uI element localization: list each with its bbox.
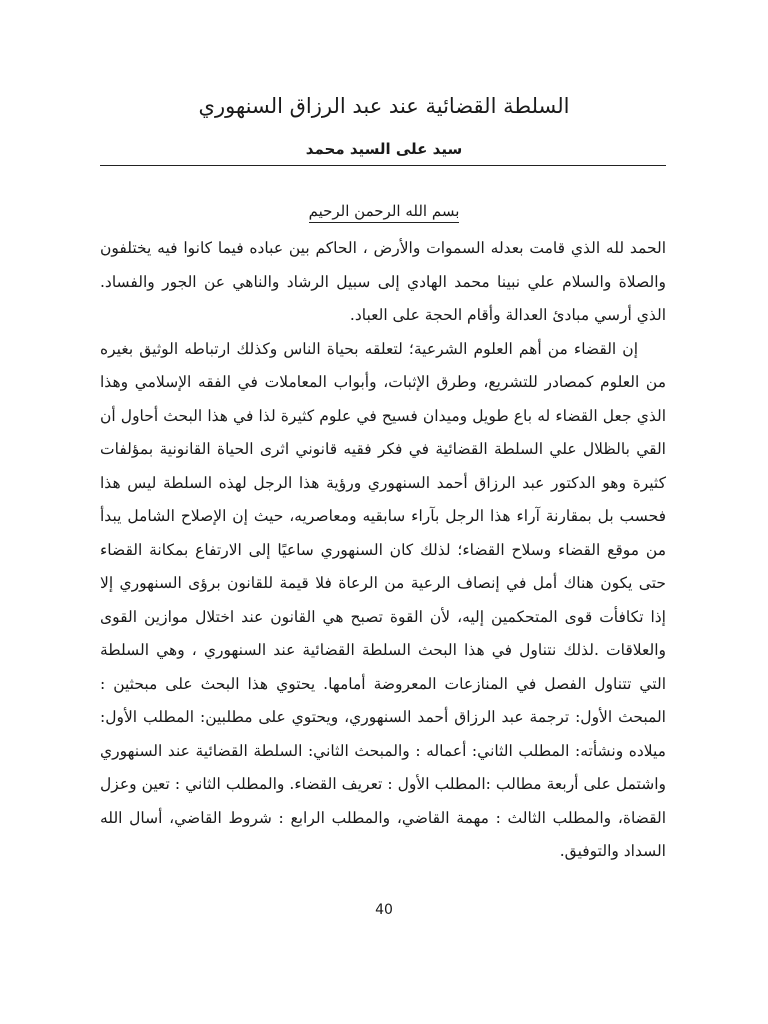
paragraph-intro: الحمد لله الذي قامت بعدله السموات والأرض ، الحاكم بين عباده فيما كانوا فيه يختلفون والصلاة والسلام علي نبينا محمد الهادي إلى سبيل الرشاد والناهي عن الجور والفساد. الذي أرسي مبادئ العدالة وأقام الحجة على العباد. xyxy=(100,239,666,324)
page-number: 40 xyxy=(375,902,393,918)
basmala-heading xyxy=(100,202,668,220)
author-name: سيد على السيد محمد xyxy=(305,140,463,158)
paragraph-main: إن القضاء من أهم العلوم الشرعية؛ لتعلقه بحياة الناس وكذلك ارتباطه الوثيق بغيره من العلوم كمصادر للتشريع، وطرق الإثبات، وأبواب المعاملات في الفقه الإسلامي وهذا الذي جعل القضاء له باع طويل وميدان فسيح في علوم كثيرة لذا في هذا البحث أحاول أن القي بالظلال علي السلطة القضائية في فكر فقيه قانوني اثرى الحياة القانونية بمؤلفات كثيرة وهو الدكتور عبد الرزاق أحمد السنهوري ورؤية هذا الرجل لهذه السلطة ليس هذا فحسب بل بمقارنة آراء هذا الرجل بآراء سابقيه ومعاصريه، حيث إن الإصلاح الشامل يبدأ من موقع القضاء وسلاح القضاء؛ لذلك كان السنهوري ساعيًا إلى الارتفاع بمكانة القضاء حتى يكون هناك أمل في إنصاف الرعية من الرعاة فلا قيمة للقانون برؤى السنهوري إلا إذا تكافأت قوى المتحكمين إليه، لأن القوة تصبح هي القانون عند اختلال موازين القوى والعلاقات .لذلك نتناول في هذا البحث السلطة القضائية عند السنهوري ، وهي السلطة التي تتناول الفصل في المنازعات المعروضة أمامها. يحتوي هذا البحث على مبحثين : المبحث الأول: ترجمة عبد الرزاق أحمد السنهوري، ويحتوي على مطلبين: المطلب الأول: ميلاده ونشأته: المطلب الثاني: أعماله : والمبحث الثاني: السلطة القضائية عند السنهوري واشتمل على أربعة مطالب :المطلب الأول : تعريف القضاء. والمطلب الثاني : تعين وعزل القضاة، والمطلب الثالث : مهمة القاضي، والمطلب الرابع : شروط القاضي، أسال الله السداد والتوفيق. xyxy=(100,339,666,860)
header-divider xyxy=(100,165,666,166)
body-text xyxy=(100,232,666,869)
basmala-text: بسم الله الرحمن الرحيم xyxy=(309,202,460,223)
page-title: السلطة القضائية عند عبد الرزاق السنهوري xyxy=(198,94,570,118)
